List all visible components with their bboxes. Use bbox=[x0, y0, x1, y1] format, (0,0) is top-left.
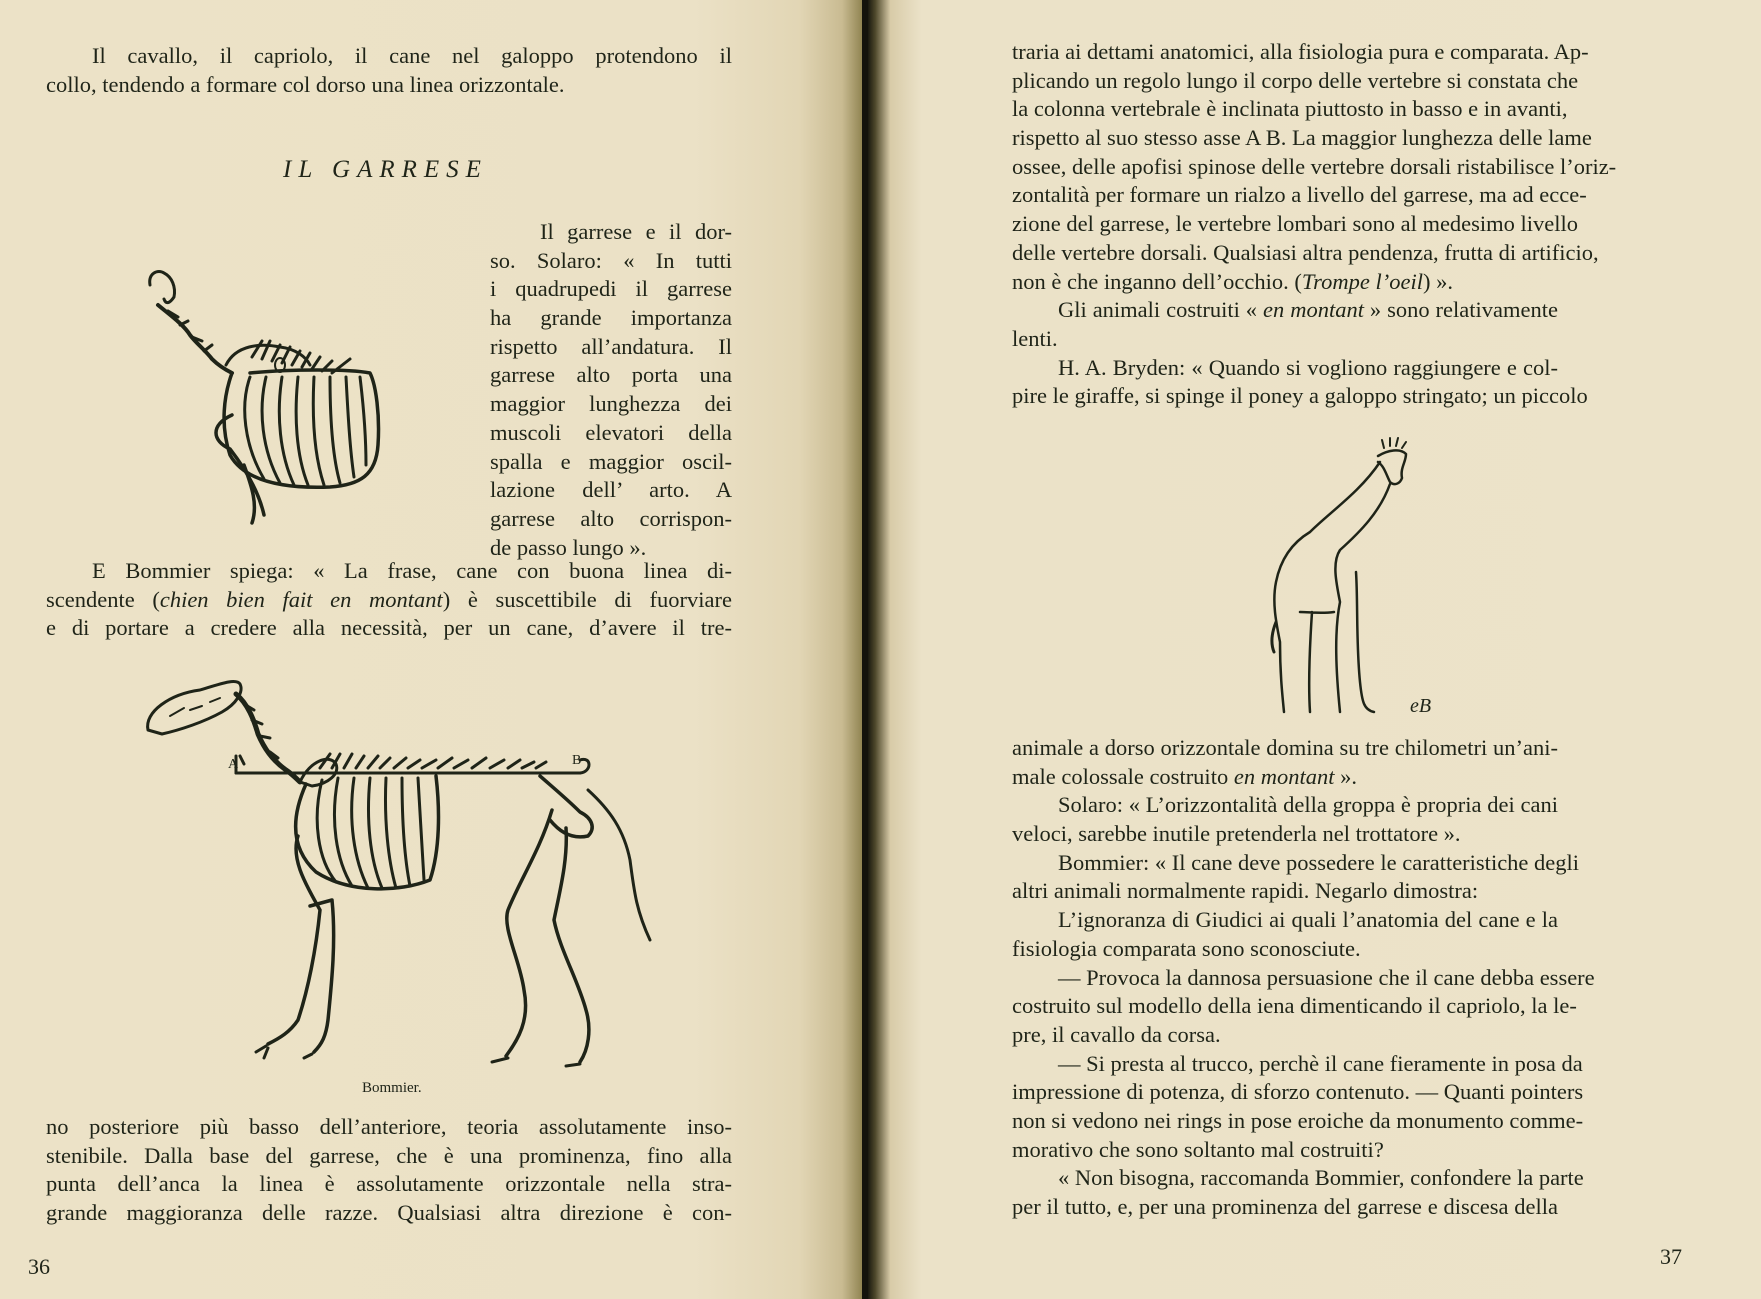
text-line: de passo lungo ». bbox=[490, 534, 647, 560]
text-line: fisiologia comparata sono sconosciute. bbox=[1012, 935, 1361, 961]
text-line: Solaro: « L’orizzontalità della groppa è propria dei cani bbox=[1058, 792, 1558, 818]
text-line bbox=[46, 586, 732, 615]
text-line: non si vedono nei rings in pose eroiche da monumento comme- bbox=[1012, 1107, 1584, 1133]
label-a: A bbox=[228, 757, 239, 772]
text-span: ) ». bbox=[1422, 268, 1453, 294]
text-line: L’ignoranza di Giudici ai quali l’anatomia del cane e la bbox=[1058, 907, 1558, 933]
text-line: H. A. Bryden: « Quando si vogliono raggiungere e col- bbox=[1058, 354, 1558, 380]
text-line: collo, tendendo a formare col dorso una linea orizzontale. bbox=[46, 71, 565, 97]
text-line: delle vertebre dorsali. Qualsiasi altra pendenza, frutta di artificio, bbox=[1012, 239, 1599, 265]
giraffe-illustration bbox=[1260, 432, 1460, 722]
italic-phrase: chien bien fait en montant bbox=[159, 586, 443, 612]
text-span: scendente ( bbox=[46, 586, 160, 612]
text-line bbox=[1012, 763, 1558, 792]
rest-lines bbox=[1012, 791, 1595, 1221]
text-line: rispetto al suo stesso asse A B. La maggior lunghezza delle lame bbox=[1012, 125, 1592, 151]
after-giraffe-paragraph bbox=[1012, 734, 1595, 1222]
text-line: E Bommier spiega: « La frase, cane con buona linea di- bbox=[92, 558, 732, 583]
dog-skeleton-illustration bbox=[140, 660, 660, 1070]
text-line: ossee, delle apofisi spinose delle vertebre dorsali ristabilisce l’oriz- bbox=[1012, 153, 1617, 179]
text-line: Bommier: « Il cane deve possedere le caratteristiche degli bbox=[1058, 849, 1580, 875]
text-span: ». bbox=[1334, 763, 1357, 789]
text-span: male colossale costruito bbox=[1012, 763, 1234, 789]
text-line: stenibile. Dalla base del garrese, che è una prominenza, fino alla bbox=[46, 1142, 732, 1168]
text-line: morativo che sono soltanto mal costruiti? bbox=[1012, 1136, 1384, 1162]
text-line: traria ai dettami anatomici, alla fisiologia pura e comparata. Ap- bbox=[1012, 39, 1589, 64]
page-number: 36 bbox=[28, 1254, 50, 1279]
text-line: pre, il cavallo da corsa. bbox=[1012, 1021, 1221, 1047]
text-line: costruito sul modello della iena dimenticando il capriolo, la le- bbox=[1012, 993, 1577, 1019]
text-line: lazione dell’ arto. A bbox=[490, 477, 732, 503]
continued-paragraph bbox=[1012, 38, 1617, 411]
text-line: zontalità per formare un rialzo a livello del garrese, ma ad ecce- bbox=[1012, 182, 1587, 208]
text-line: zione del garrese, le vertebre lombari sono al medesimo livello bbox=[1012, 211, 1579, 237]
text-line: Il cavallo, il capriolo, il cane nel galoppo protendono il bbox=[92, 43, 732, 68]
text-line: grande maggioranza delle razze. Qualsiasi altra direzione è con- bbox=[46, 1200, 732, 1226]
text-line: lenti. bbox=[1012, 325, 1058, 351]
figure-caption: Bommier. bbox=[362, 1080, 422, 1096]
text-line: garrese alto corrispon- bbox=[490, 505, 732, 531]
text-line: animale a dorso orizzontale domina su tre chilometri un’ani- bbox=[1012, 735, 1558, 760]
text-line: rispetto all’andatura. Il bbox=[490, 333, 732, 359]
text-span: Gli animali costruiti « bbox=[1058, 297, 1264, 323]
text-span: » sono relativamente bbox=[1363, 297, 1558, 323]
text-line: ha grande importanza bbox=[490, 305, 732, 331]
text-line: so. Solaro: « In tutti bbox=[490, 247, 732, 273]
text-span: non è che inganno dell’occhio. ( bbox=[1012, 268, 1302, 294]
text-line: altri animali normalmente rapidi. Negarlo dimostra: bbox=[1012, 878, 1479, 904]
text-line: per il tutto, e, per una prominenza del garrese e discesa della bbox=[1012, 1194, 1558, 1219]
left-page bbox=[0, 0, 868, 1299]
section-heading: IL GARRESE bbox=[283, 156, 488, 183]
bottom-paragraph bbox=[46, 1113, 732, 1228]
intro-paragraph bbox=[46, 42, 732, 99]
text-line: spalla e maggior oscil- bbox=[490, 448, 732, 474]
text-line: pire le giraffe, si spinge il poney a galoppo stringato; un piccolo bbox=[1012, 383, 1588, 409]
skeleton-chest-illustration bbox=[140, 265, 400, 530]
bommier-paragraph bbox=[46, 557, 732, 643]
side-column-text bbox=[490, 218, 732, 562]
text-line: « Non bisogna, raccomanda Bommier, confondere la parte bbox=[1058, 1165, 1584, 1191]
italic-phrase: Trompe l’oeil bbox=[1301, 268, 1423, 294]
artist-signature: eB bbox=[1410, 695, 1432, 717]
italic-phrase: en montant bbox=[1263, 297, 1364, 323]
text-line: punta dell’anca la linea è assolutamente orizzontale nella stra- bbox=[46, 1171, 732, 1197]
text-line: no posteriore più basso dell’anteriore, teoria assolutamente inso- bbox=[46, 1114, 732, 1139]
text-line: e di portare a credere alla necessità, per un cane, d’avere il tre- bbox=[46, 615, 732, 641]
text-line: — Provoca la dannosa persuasione che il cane debba essere bbox=[1058, 964, 1595, 990]
text-line: plicando un regolo lungo il corpo delle vertebre si constata che bbox=[1012, 67, 1579, 93]
label-b: B bbox=[572, 753, 582, 768]
text-line: — Si presta al trucco, perchè il cane fieramente in posa da bbox=[1058, 1050, 1583, 1076]
text-line: i quadrupedi il garrese bbox=[490, 276, 732, 302]
text-line: maggior lunghezza dei bbox=[490, 391, 732, 417]
text-line bbox=[1012, 296, 1558, 325]
text-line: veloci, sarebbe inutile pretenderla nel trottatore ». bbox=[1012, 821, 1461, 847]
text-line bbox=[1012, 268, 1558, 297]
right-page bbox=[868, 0, 1761, 1299]
page-number: 37 bbox=[1660, 1244, 1682, 1269]
text-line: garrese alto porta una bbox=[490, 362, 732, 388]
text-line: la colonna vertebrale è inclinata piuttosto in basso e in avanti, bbox=[1012, 96, 1568, 122]
text-line: Il garrese e il dor- bbox=[540, 219, 732, 244]
italic-phrase: en montant bbox=[1233, 763, 1335, 789]
text-line: impressione di potenza, di sforzo contenuto. — Quanti pointers bbox=[1012, 1079, 1584, 1105]
text-line: muscoli elevatori della bbox=[490, 419, 732, 445]
text-span: ) è suscettibile di fuorviare bbox=[442, 586, 732, 612]
